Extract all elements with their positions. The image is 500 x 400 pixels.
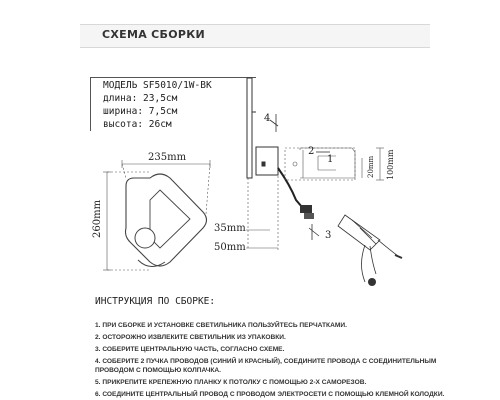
bracket-detail: [285, 148, 355, 180]
spec-height: высота: 26см: [103, 119, 172, 130]
spec-length: длина: 23,5см: [103, 93, 178, 104]
front-view: [126, 174, 207, 267]
connector-block: [300, 205, 312, 213]
instructions-title: ИНСТРУКЦИЯ ПО СБОРКЕ:: [95, 296, 216, 307]
instruction-item: 6. СОЕДИНИТЕ ЦЕНТРАЛЬНЫЙ ПРОВОД С ПРОВОДОМ ЭЛЕКТРОСЕТИ С ПОМОЩЬЮ КЛЕМНОЙ КОЛОДКИ.: [95, 391, 445, 398]
spec-model: МОДЕЛЬ SF5010/1W-BK: [103, 80, 212, 91]
wire-end: [395, 255, 402, 258]
callout-2: 2: [308, 146, 315, 157]
instruction-item: 5. ПРИКРЕПИТЕ КРЕПЕЖНУЮ ПЛАНКУ К ПОТОЛКУ С ПОМОЩЬЮ 2-Х САМОРЕЗОВ.: [95, 379, 367, 386]
callout-4: 4: [264, 113, 271, 124]
instruction-item: 3. СОБЕРИТЕ ЦЕНТРАЛЬНУЮ ЧАСТЬ, СОГЛАСНО СХЕМЕ.: [95, 346, 285, 353]
screw-4-icon: [270, 114, 278, 132]
instruction-item: 4. СОБЕРИТЕ 2 ПУЧКА ПРОВОДОВ (СИНИЙ И КРАСНЫЙ), СОЕДИНИТЕ ПРОВОДА С СОЕДИНИТЕЛЬНЫМ: [95, 358, 437, 365]
terminal-wiring: [338, 215, 398, 282]
dim-100-label: 100mm: [386, 149, 395, 180]
terminal-cap-icon: [368, 278, 376, 286]
spec-width: ширина: 7,5см: [103, 106, 178, 117]
dim-35-50: [246, 176, 278, 250]
instruction-item: 1. ПРИ СБОРКЕ И УСТАНОВКЕ СВЕТИЛЬНИКА ПОЛЬЗУЙТЕСЬ ПЕРЧАТКАМИ.: [95, 322, 347, 329]
instruction-item: 2. ОСТОРОЖНО ИЗВЛЕКИТЕ СВЕТИЛЬНИК ИЗ УПАКОВКИ.: [95, 334, 286, 341]
callout-1: 1: [327, 154, 334, 165]
instruction-item: ПРОВОДОМ С ПОМОЩЬЮ КОЛПАЧКА.: [95, 367, 222, 374]
dim-100: [376, 148, 384, 180]
dim-35-label: 35mm: [214, 223, 246, 234]
screw-3-icon: [309, 224, 319, 240]
dim-235-label: 235mm: [148, 152, 187, 163]
dim-20-label: 20mm: [367, 155, 375, 178]
dim-50-label: 50mm: [214, 242, 246, 253]
callout-3: 3: [325, 230, 332, 241]
dim-260-label: 260mm: [92, 199, 103, 238]
page-title: СХЕМА СБОРКИ: [102, 28, 206, 41]
side-view: [247, 78, 278, 178]
wire-cable: [278, 168, 305, 210]
